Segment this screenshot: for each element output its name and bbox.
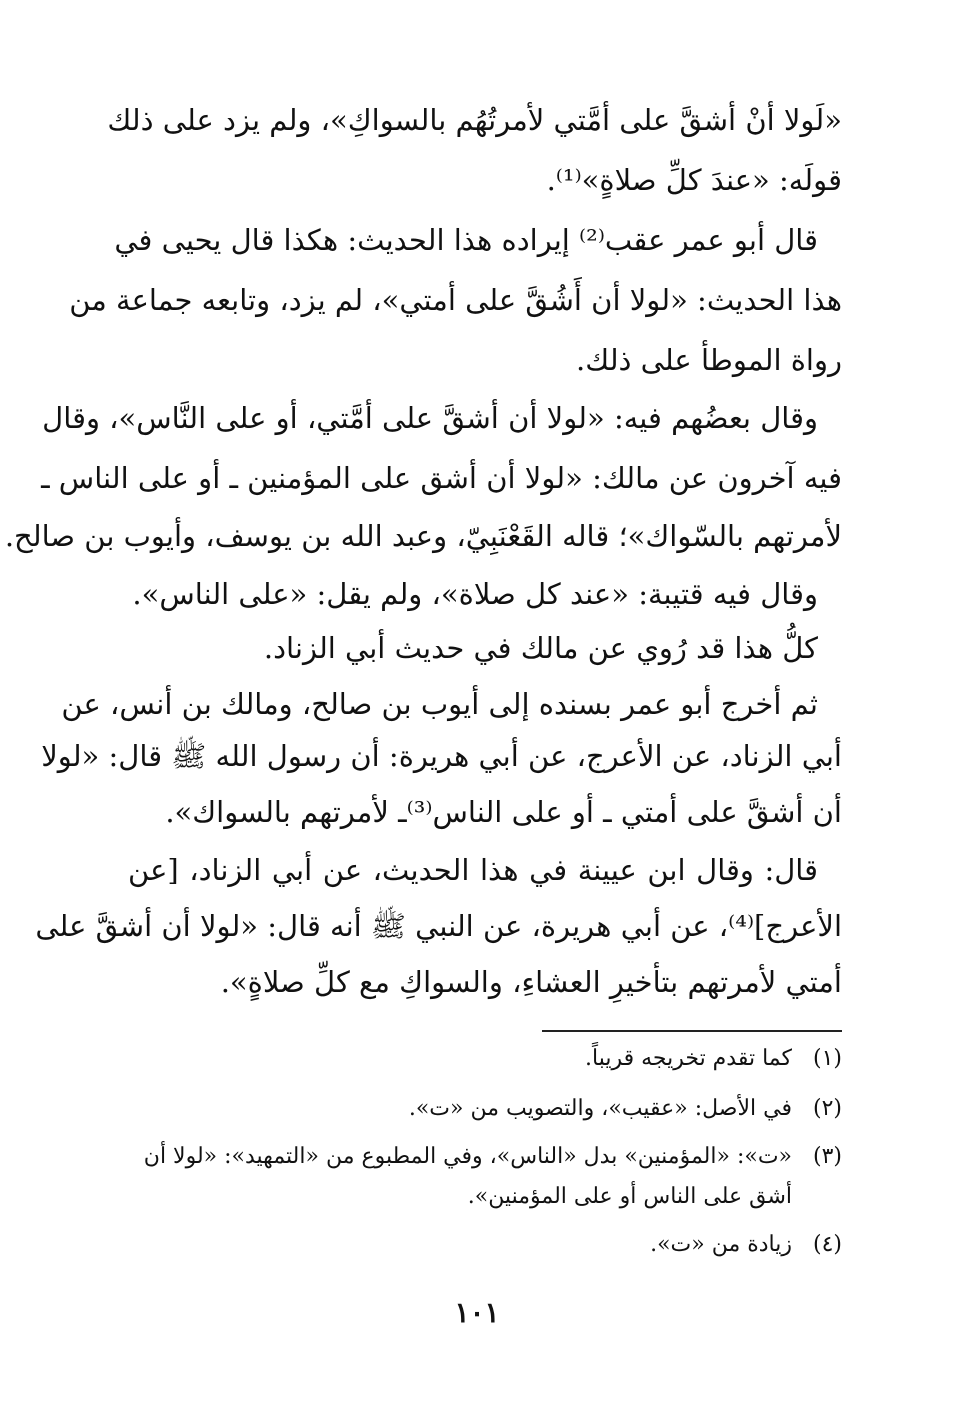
body-line-2: قولَه: «عندَ كلِّ صلاةٍ»⁽¹⁾.: [546, 163, 842, 197]
footnote-4: [128, 1234, 842, 1256]
body-line-6: وقال بعضُهم فيه: «لولا أن أشقَّ على أمَّتي، أو على النَّاس»، وقال: [42, 401, 818, 435]
footnote-text: كما تقدم تخريجه قريباً.: [585, 1046, 792, 1071]
footnote-number: (١): [812, 1046, 842, 1071]
footnote-number: (٢): [812, 1096, 842, 1121]
body-line-13: أن أشقَّ على أمتي ـ أو على الناس⁽³⁾ـ لأمرتهم بالسواك».: [165, 795, 842, 829]
body-line-11: ثم أخرج أبو عمر بسنده إلى أيوب بن صالح، ومالك بن أنس، عن: [61, 687, 818, 721]
body-line-8: لأمرتهم بالسّواك»؛ قاله القَعْنَبِيّ، وعبد الله بن يوسف، وأيوب بن صالح.: [4, 519, 842, 553]
body-line-12: أبي الزناد، عن الأعرج، عن أبي هريرة: أن رسول الله ﷺ قال: «لولا: [41, 739, 842, 773]
footnote-text: في الأصل: «عقيب»، والتصويب من «ت».: [408, 1096, 792, 1121]
body-line-1: «لَولا أنْ أشقَّ على أمَّتي لأمرتُهُم بالسواكِ»، ولم يزد على ذلك: [107, 103, 842, 137]
body-line-14: قال: وقال ابن عيينة في هذا الحديث، عن أبي الزناد، [عن: [128, 853, 818, 887]
body-line-3: قال أبو عمر عقب⁽²⁾ إيراده هذا الحديث: هكذا قال يحيى في: [114, 223, 818, 257]
footnote-3: [128, 1146, 842, 1168]
footnote-text: زيادة من «ت».: [650, 1232, 792, 1257]
footnote-2: [128, 1098, 842, 1120]
page-number: ١٠١: [454, 1296, 500, 1329]
body-line-4: هذا الحديث: «لولا أن أَشُقَّ على أمتي»، لم يزد، وتابعه جماعة من: [69, 283, 842, 317]
body-line-15: الأعرج]⁽⁴⁾، عن أبي هريرة، عن النبي ﷺ أنه قال: «لولا أن أشقَّ على: [35, 909, 842, 943]
footnote-number: (٤): [812, 1232, 842, 1257]
footnote-text: «ت»: «المؤمنين» بدل «الناس»، وفي المطبوع من «التمهيد»: «لولا أن: [143, 1144, 792, 1169]
body-line-10: كلُّ هذا قد رُوي عن مالك في حديث أبي الزناد.: [263, 631, 818, 665]
footnote-separator: [542, 1030, 842, 1032]
body-line-7: فيه آخرون عن مالك: «لولا أن أشق على المؤمنين ـ أو على الناس ـ: [41, 461, 842, 495]
footnote-number: (٣): [812, 1144, 842, 1169]
body-line-16: أمتي لأمرتهم بتأخيرِ العشاءِ، والسواكِ مع كلِّ صلاةٍ».: [220, 965, 842, 999]
footnote-3-continuation: أشق على الناس أو على المؤمنين».: [467, 1184, 792, 1209]
footnote-1: [128, 1048, 842, 1070]
body-line-5: رواة الموطأ على ذلك.: [576, 343, 842, 377]
body-line-9: وقال فيه قتيبة: «عند كل صلاة»، ولم يقل: «على الناس».: [132, 577, 818, 611]
